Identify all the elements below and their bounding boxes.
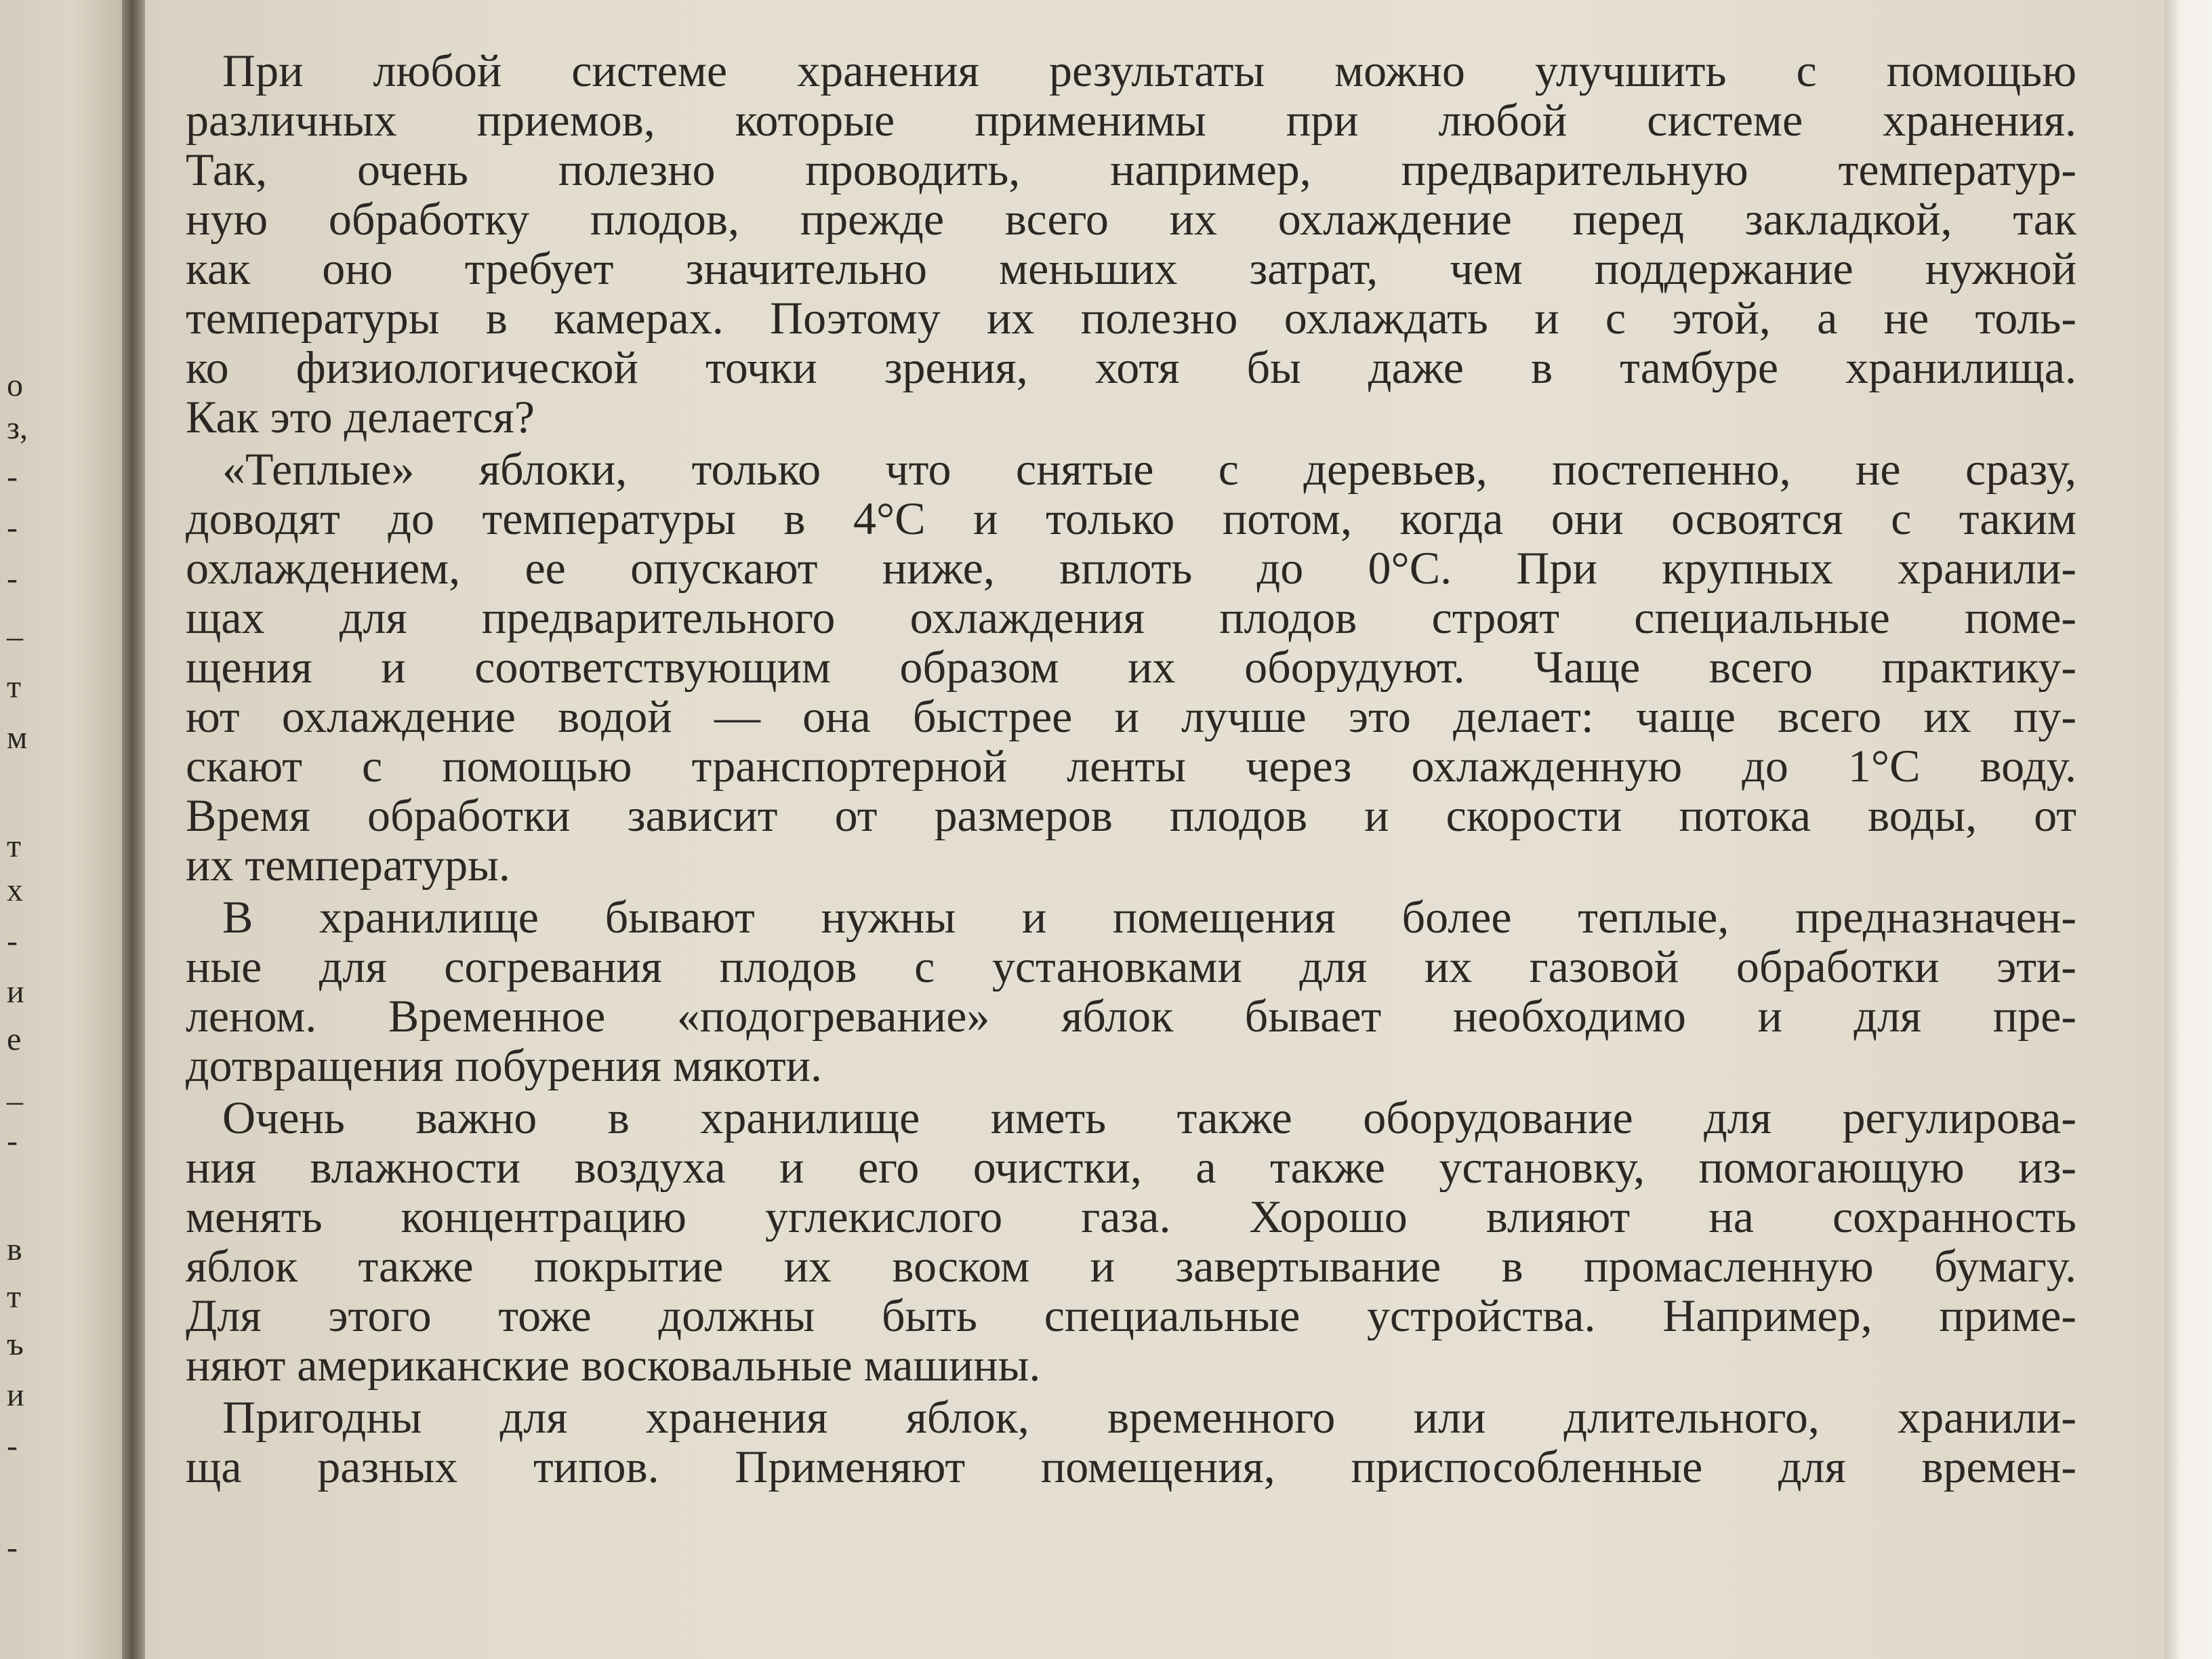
margin-fragment: _ bbox=[7, 1072, 23, 1108]
text-line: доводят до температуры в 4°С и только потом, когда они освоятся с таким bbox=[186, 494, 2076, 544]
text-line: их температуры. bbox=[186, 840, 510, 890]
paragraph-4 bbox=[186, 1093, 2076, 1390]
text-line: ко физиологической точки зрения, хотя бы даже в тамбуре хранилища. bbox=[186, 343, 2076, 392]
text-line: Так, очень полезно проводить, например, предварительную температур- bbox=[186, 145, 2076, 194]
margin-fragment: - bbox=[7, 560, 18, 596]
text-line: Как это делается? bbox=[186, 392, 535, 442]
margin-fragment: е bbox=[7, 1021, 22, 1057]
text-line: ния влажности воздуха и его очистки, а также установку, помогающую из- bbox=[186, 1143, 2076, 1192]
page-text bbox=[186, 46, 2076, 1494]
text-line: Для этого тоже должны быть специальные устройства. Например, приме- bbox=[186, 1291, 2076, 1340]
margin-fragment: х bbox=[7, 872, 23, 908]
text-line: менять концентрацию углекислого газа. Хорошо влияют на сохранность bbox=[186, 1192, 2076, 1242]
left-page bbox=[0, 0, 122, 1659]
text-line: В хранилище бывают нужны и помещения более теплые, предназначен- bbox=[222, 893, 2076, 942]
margin-fragment: - bbox=[7, 1123, 18, 1159]
text-line: как оно требует значительно меньших затрат, чем поддержание нужной bbox=[186, 244, 2076, 293]
text-line: При любой системе хранения результаты можно улучшить с помощью bbox=[222, 46, 2076, 96]
text-line: щения и соответствующим образом их оборудуют. Чаще всего практику- bbox=[186, 642, 2076, 692]
text-line: ют охлаждение водой — она быстрее и лучше это делает: чаще всего их пу- bbox=[186, 692, 2076, 741]
text-line: няют американские восковальные машины. bbox=[186, 1340, 1041, 1390]
margin-fragment: з, bbox=[7, 410, 28, 446]
text-line: щах для предварительного охлаждения плодов строят специальные поме- bbox=[186, 593, 2076, 642]
paragraph-1 bbox=[186, 46, 2076, 442]
margin-fragment: - bbox=[7, 459, 18, 495]
margin-fragment: - bbox=[7, 923, 18, 959]
margin-fragment: в bbox=[7, 1231, 22, 1267]
paragraph-3 bbox=[186, 893, 2076, 1090]
text-line: ные для согревания плодов с установками для их газовой обработки эти- bbox=[186, 942, 2076, 991]
text-line: охлаждением, ее опускают ниже, вплоть до 0°С. При крупных хранили- bbox=[186, 544, 2076, 593]
text-line: температуры в камерах. Поэтому их полезно охлаждать и с этой, а не толь- bbox=[186, 293, 2076, 343]
margin-fragment: т bbox=[7, 828, 21, 864]
margin-fragment: т bbox=[7, 669, 21, 705]
text-line: яблок также покрытие их воском и завертывание в промасленную бумагу. bbox=[186, 1242, 2076, 1291]
right-page bbox=[145, 0, 2165, 1659]
paragraph-2 bbox=[186, 445, 2076, 890]
margin-fragment: - bbox=[7, 1428, 18, 1464]
text-line: различных приемов, которые применимы при любой системе хранения. bbox=[186, 96, 2076, 145]
margin-fragment: о bbox=[7, 367, 23, 403]
text-line: Очень важно в хранилище иметь также оборудование для регулирова- bbox=[222, 1093, 2076, 1143]
book-gutter bbox=[122, 0, 145, 1659]
paragraph-5 bbox=[186, 1393, 2076, 1492]
margin-fragment: м bbox=[7, 720, 28, 756]
margin-fragment: и bbox=[7, 1377, 24, 1413]
page-edge bbox=[2165, 0, 2212, 1659]
text-line: Пригодны для хранения яблок, временного или длительного, хранили- bbox=[222, 1393, 2076, 1442]
margin-fragment: - bbox=[7, 510, 18, 546]
margin-fragment: т bbox=[7, 1279, 21, 1315]
text-line: леном. Временное «подогревание» яблок бывает необходимо и для пре- bbox=[186, 991, 2076, 1041]
text-line: ща разных типов. Применяют помещения, приспособленные для времен- bbox=[186, 1442, 2076, 1492]
margin-fragment: и bbox=[7, 974, 24, 1010]
text-line: ную обработку плодов, прежде всего их охлаждение перед закладкой, так bbox=[186, 194, 2076, 244]
text-line: «Теплые» яблоки, только что снятые с деревьев, постепенно, не сразу, bbox=[222, 445, 2076, 494]
text-line: Время обработки зависит от размеров плодов и скорости потока воды, от bbox=[186, 791, 2076, 840]
text-line: скают с помощью транспортерной ленты через охлажденную до 1°С воду. bbox=[186, 741, 2076, 791]
margin-fragment: _ bbox=[7, 608, 23, 644]
margin-fragment: - bbox=[7, 1530, 18, 1565]
text-line: дотвращения побурения мякоти. bbox=[186, 1041, 823, 1090]
margin-fragment: ъ bbox=[7, 1326, 24, 1362]
